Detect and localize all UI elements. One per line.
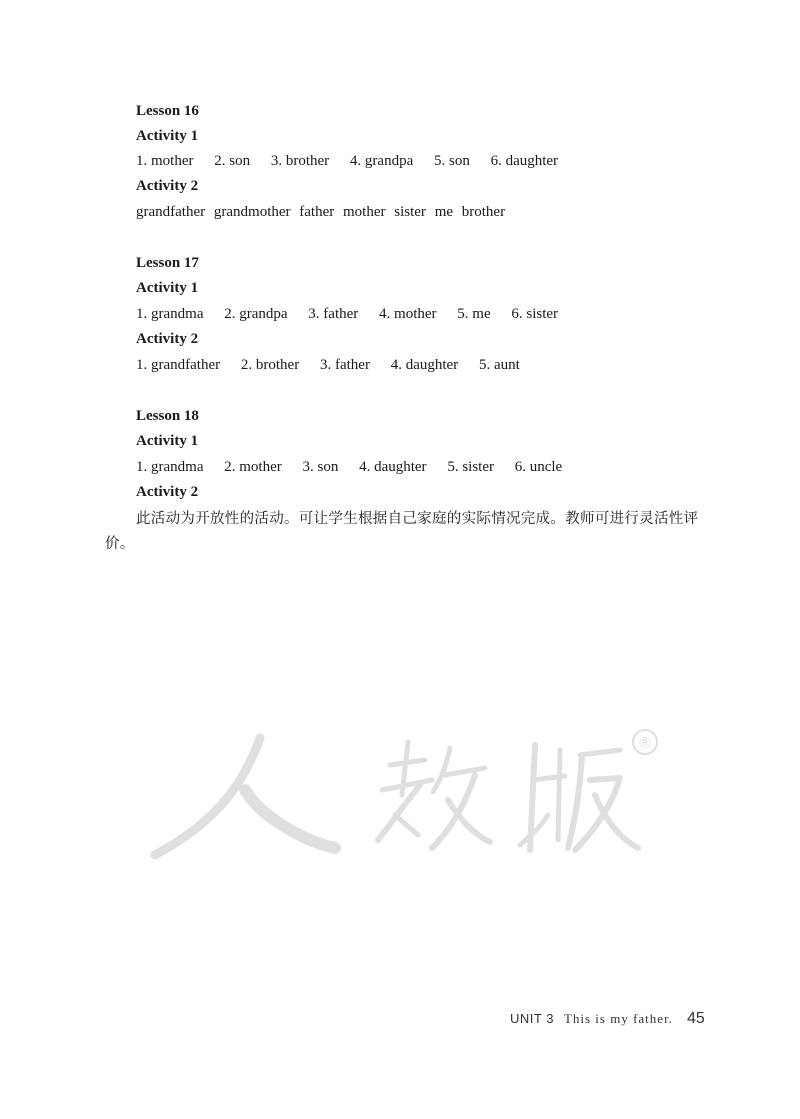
answer-item: 6. daughter xyxy=(490,153,559,169)
lesson-17-title: Lesson 17 xyxy=(136,255,199,271)
answer-word: grandmother xyxy=(213,204,291,220)
lesson-16-title: Lesson 16 xyxy=(136,103,199,119)
lesson-16-activity-1-label: Activity 1 xyxy=(136,128,199,144)
page-footer xyxy=(510,1010,705,1028)
answer-item: 3. brother xyxy=(270,153,330,169)
footer-unit: UNIT 3 xyxy=(510,1011,554,1026)
answer-word: grandfather xyxy=(136,204,206,220)
answer-item: 2. mother xyxy=(224,459,282,475)
answer-item: 6. sister xyxy=(511,306,559,322)
answer-item: 2. grandpa xyxy=(224,306,288,322)
lesson-16-activity-1-answers xyxy=(136,151,558,171)
publisher-watermark-logo xyxy=(150,720,670,870)
answer-item: 5. sister xyxy=(447,459,494,475)
lesson-18-activity-1-answers xyxy=(136,457,562,477)
answer-item: 3. father xyxy=(308,306,359,322)
answer-word: sister xyxy=(394,204,426,220)
lesson-17-activity-1-answers xyxy=(136,304,558,324)
answer-item: 3. son xyxy=(302,459,339,475)
answer-item: 6. uncle xyxy=(514,459,563,475)
answer-word: brother xyxy=(461,204,506,220)
lesson-16-activity-2-label: Activity 2 xyxy=(136,178,199,194)
answer-item: 4. mother xyxy=(379,306,437,322)
lesson-17-activity-2-answers xyxy=(136,355,520,375)
answer-item: 1. mother xyxy=(136,153,194,169)
answer-item: 5. son xyxy=(433,153,470,169)
lesson-17-activity-2-label: Activity 2 xyxy=(136,331,199,347)
lesson-17-activity-1-label: Activity 1 xyxy=(136,280,199,296)
answer-item: 1. grandfather xyxy=(136,357,221,373)
answer-item: 4. daughter xyxy=(390,357,459,373)
answer-item: 5. me xyxy=(457,306,491,322)
answer-item: 1. grandma xyxy=(136,306,204,322)
answer-item: 5. aunt xyxy=(478,357,520,373)
answer-item: 4. daughter xyxy=(359,459,427,475)
footer-unit-title: This is my father. xyxy=(563,1011,673,1026)
lesson-18-activity-1-label: Activity 1 xyxy=(136,433,199,449)
answer-word: me xyxy=(434,204,454,220)
lesson-18-activity-2-note: 此活动为开放性的活动。可让学生根据自己家庭的实际情况完成。教师可进行灵活性评价。 xyxy=(105,511,699,552)
lesson-18-activity-2-label: Activity 2 xyxy=(136,484,199,500)
answer-item: 1. grandma xyxy=(136,459,204,475)
answer-word: mother xyxy=(343,204,386,220)
page-number: 45 xyxy=(686,1010,705,1027)
answer-word: father xyxy=(299,204,335,220)
answer-item: 2. son xyxy=(214,153,251,169)
answer-item: 3. father xyxy=(319,357,370,373)
answer-item: 4. grandpa xyxy=(349,153,414,169)
registered-mark: ® xyxy=(637,734,653,752)
lesson-16-activity-2-words xyxy=(136,202,505,222)
lesson-18-title: Lesson 18 xyxy=(136,408,199,424)
answer-item: 2. brother xyxy=(240,357,300,373)
